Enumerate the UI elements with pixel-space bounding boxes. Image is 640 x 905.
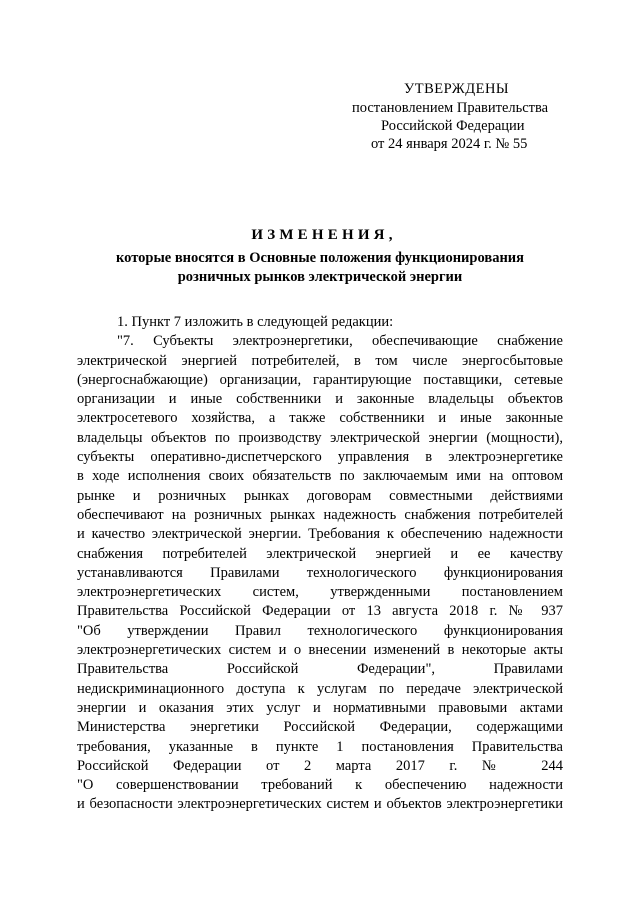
body-line: "7. Субъекты электроэнергетики, обеспечивающие снабжение xyxy=(117,333,563,350)
approval-line-2: Российской Федерации xyxy=(381,118,525,134)
body-line: субъекты оперативно-диспетчерского управления в электроэнергетике xyxy=(77,449,563,466)
body-line: организации и иные собственники и законные владельцы объектов xyxy=(77,391,563,408)
body-line: Министерства энергетики Российской Федерации, содержащими xyxy=(77,719,563,736)
body-line: обеспечивают на розничных рынках надежность снабжения потребителей xyxy=(77,506,563,523)
body-line: Правительства Российской Федерации", Правилами xyxy=(77,661,563,678)
body-line: в ходе исполнения своих обязательств по заключаемым ими на оптовом xyxy=(77,468,563,485)
document-subheading-line-2: розничных рынков электрической энергии xyxy=(177,269,463,285)
body-line: и качество электрической энергии. Требования к обеспечению надежности xyxy=(77,526,563,543)
body-line: требования, указанные в пункте 1 постановления Правительства xyxy=(77,738,563,755)
body-line: и безопасности электроэнергетических систем и объектов электроэнергетики xyxy=(77,796,563,813)
body-line: рынке и розничных рынках договорам совместными действиями xyxy=(77,487,563,504)
body-line: энергии и оказания этих услуг и нормативными правовыми актами xyxy=(77,699,563,716)
body-line: владельцы объектов по производству электрической энергии (мощности), xyxy=(77,429,563,446)
body-line: недискриминационного доступа к услугам по передаче электрической xyxy=(77,680,563,697)
document-body xyxy=(77,313,563,815)
body-line: электроэнергетических систем и о внесении изменений в некоторые акты xyxy=(77,642,563,659)
document-subheading-line-1: которые вносятся в Основные положения функционирования xyxy=(115,250,524,266)
approval-title: УТВЕРЖДЕНЫ xyxy=(404,81,510,97)
body-line: Правительства Российской Федерации от 13 августа 2018 г. № 937 xyxy=(77,603,563,620)
body-line: 1. Пункт 7 изложить в следующей редакции: xyxy=(117,314,394,330)
approval-line-1: постановлением Правительства xyxy=(352,100,549,116)
body-line: электросетевого хозяйства, а также собственники и иные законные xyxy=(77,410,563,427)
body-line: устанавливаются Правилами технологического функционирования xyxy=(77,564,563,581)
approval-line-3: от 24 января 2024 г. № 55 xyxy=(371,136,528,152)
body-line: "О совершенствовании требований к обеспечению надежности xyxy=(77,777,563,794)
body-line: снабжения потребителей электрической энергией и ее качеству xyxy=(77,545,563,562)
body-line: Российской Федерации от 2 марта 2017 г. № 244 xyxy=(77,757,563,774)
body-line: электроэнергетических систем, утвержденными постановлением xyxy=(77,584,563,601)
document-heading: ИЗМЕНЕНИЯ, xyxy=(251,227,397,243)
body-line: (энергоснабжающие) организации, гарантирующие поставщики, сетевые xyxy=(77,371,563,388)
body-line: электрической энергией потребителей, в том числе энергосбытовые xyxy=(77,352,563,369)
body-line: "Об утверждении Правил технологического функционирования xyxy=(77,622,563,639)
